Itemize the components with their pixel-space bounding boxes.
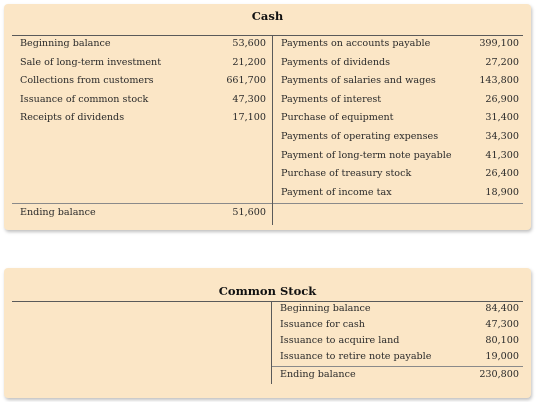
debit-amount: 21,200: [232, 57, 266, 68]
ending-balance-row: [272, 367, 523, 383]
debit-amount: 47,300: [232, 94, 266, 105]
debit-label: Issuance of common stock: [20, 94, 149, 105]
common-stock-account-title: Common Stock: [218, 284, 317, 298]
debit-amount: 53,600: [232, 38, 266, 49]
debit-label: Receipts of dividends: [20, 112, 125, 123]
debit-row: [4, 35, 272, 53]
credit-amount: 31,400: [485, 112, 519, 123]
credit-label: Purchase of treasury stock: [281, 168, 412, 179]
credit-label: Payments of dividends: [281, 57, 391, 68]
credit-label: Purchase of equipment: [281, 112, 394, 123]
credit-row: [273, 184, 523, 202]
credit-label: Payments of interest: [281, 94, 382, 105]
credit-amount: 27,200: [485, 57, 519, 68]
debit-row: [4, 109, 272, 127]
debit-row: [4, 54, 272, 72]
credit-label: Beginning balance: [280, 303, 371, 314]
credit-label: Issuance to acquire land: [280, 335, 400, 346]
debit-amount: 661,700: [226, 75, 266, 86]
credit-amount: 143,800: [479, 75, 519, 86]
credit-total-rule: [273, 203, 523, 204]
credit-row: [273, 35, 523, 53]
debit-label: Beginning balance: [20, 38, 111, 49]
credit-label: Payment of long-term note payable: [281, 150, 452, 161]
credit-label: Payments on accounts payable: [281, 38, 431, 49]
credit-amount: 18,900: [485, 187, 519, 198]
debit-label: Sale of long-term investment: [20, 57, 162, 68]
ending-balance-amount: 51,600: [232, 207, 266, 218]
credit-row: [272, 317, 523, 333]
credit-amount: 47,300: [485, 319, 519, 330]
credit-row: [272, 301, 523, 317]
credit-label: Payments of salaries and wages: [281, 75, 436, 86]
debit-amount: 17,100: [232, 112, 266, 123]
common-stock-t-account: [4, 268, 531, 398]
debit-row: [4, 72, 272, 90]
ending-balance-label: Ending balance: [280, 369, 356, 380]
ending-balance-row: [4, 204, 272, 222]
credit-row: [273, 165, 523, 183]
credit-row: [273, 54, 523, 72]
credit-amount: 80,100: [485, 335, 519, 346]
credit-amount: 34,300: [485, 131, 519, 142]
ending-balance-amount: 230,800: [479, 369, 519, 380]
credit-amount: 26,400: [485, 168, 519, 179]
credit-amount: 399,100: [479, 38, 519, 49]
credit-label: Issuance to retire note payable: [280, 351, 432, 362]
credit-row: [273, 91, 523, 109]
ending-balance-label: Ending balance: [20, 207, 96, 218]
credit-label: Issuance for cash: [280, 319, 365, 330]
cash-account-title: Cash: [251, 9, 284, 23]
credit-amount: 41,300: [485, 150, 519, 161]
debit-label: Collections from customers: [20, 75, 154, 86]
credit-row: [272, 349, 523, 365]
credit-amount: 19,000: [485, 351, 519, 362]
credit-row: [273, 147, 523, 165]
debit-row: [4, 91, 272, 109]
cash-t-account: [4, 4, 531, 230]
credit-row: [273, 109, 523, 127]
credit-label: Payments of operating expenses: [281, 131, 439, 142]
credit-amount: 26,900: [485, 94, 519, 105]
credit-label: Payment of income tax: [281, 187, 392, 198]
credit-row: [273, 128, 523, 146]
credit-amount: 84,400: [485, 303, 519, 314]
credit-row: [272, 333, 523, 349]
credit-row: [273, 72, 523, 90]
